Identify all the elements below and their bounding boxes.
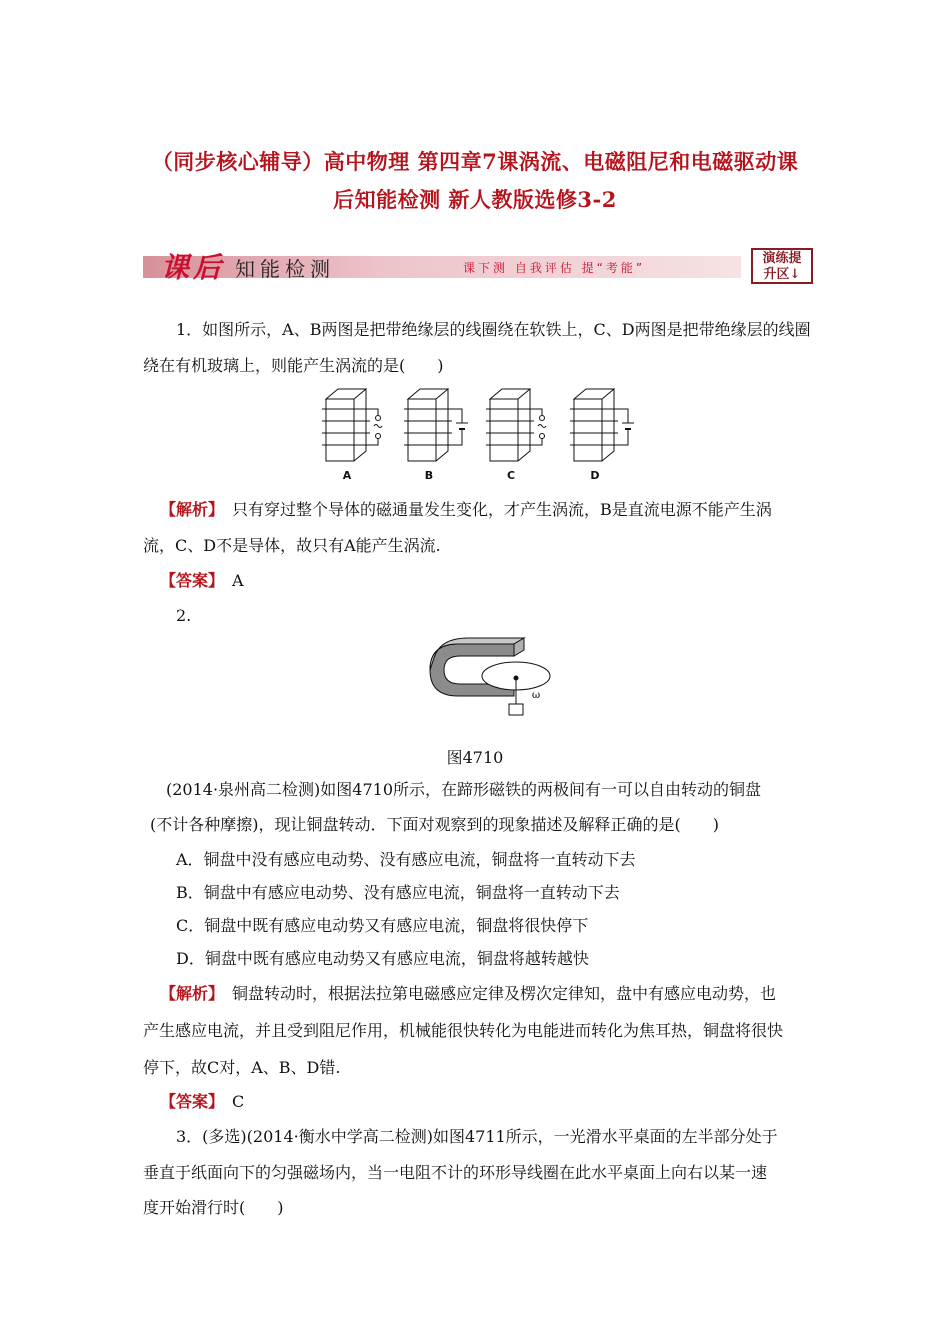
q1-coil-figure	[318, 385, 638, 485]
q1-stem-line1: 1．如图所示，A、B两图是把带绝缘层的线圈绕在软铁上，C、D两图是把带绝缘层的线圈	[176, 320, 811, 339]
banner-strip	[143, 256, 741, 278]
q1-analysis-tag: 【解析】	[160, 500, 217, 519]
q1-answer-tag: 【答案】	[160, 571, 217, 590]
q3-stem-line2: 垂直于纸面向下的匀强磁场内，当一电阻不计的环形导线圈在此水平桌面上向右以某一速	[143, 1163, 768, 1182]
q2-analysis-text1: 铜盘转动时，根据法拉第电磁感应定律及楞次定律知，盘中有感应电动势，也	[232, 984, 777, 1003]
badge-line1: 演练提	[762, 251, 802, 266]
banner-badge	[751, 248, 813, 284]
q3-stem-line3: 度开始滑行时( )	[143, 1198, 284, 1217]
badge-line2: 升区↓	[763, 267, 801, 282]
q2-analysis-line3: 停下，故C对，A、B、D错.	[143, 1058, 341, 1077]
q2-answer-value: C	[232, 1092, 245, 1111]
section-banner	[143, 248, 813, 286]
coil-label-b: B	[424, 469, 434, 482]
q1-answer	[160, 571, 828, 591]
q2-answer-tag: 【答案】	[160, 1092, 217, 1111]
coil-label-a: A	[342, 469, 352, 482]
coil-a	[322, 389, 382, 461]
q2-analysis-tag: 【解析】	[160, 984, 217, 1003]
q2-figure-caption: 图4710	[446, 748, 504, 767]
q2-option-a: A．铜盘中没有感应电动势、没有感应电流，铜盘将一直转动下去	[176, 850, 636, 869]
q1-analysis-line1	[160, 500, 828, 520]
q1-analysis-line2: 流，C、D不是导体，故只有A能产生涡流.	[143, 536, 441, 555]
omega-label: ω	[532, 690, 541, 701]
q2-magnet-figure	[428, 634, 556, 722]
q3-stem-line1: 3．(多选)(2014·衡水中学高二检测)如图4711所示，一光滑水平桌面的左半部分处于	[176, 1127, 778, 1146]
q2-analysis-line2: 产生感应电流，并且受到阻尼作用，机械能很快转化为电能进而转化为焦耳热，铜盘将很快	[143, 1021, 784, 1040]
document-title-line1: （同步核心辅导）高中物理 第四章7课涡流、电磁阻尼和电磁驱动课	[151, 149, 799, 174]
banner-big-text: 课后	[161, 251, 226, 284]
q2-option-c: C．铜盘中既有感应电动势又有感应电流，铜盘将很快停下	[176, 916, 589, 935]
coil-d	[570, 389, 634, 461]
q2-answer	[160, 1092, 828, 1112]
coil-label-d: D	[590, 469, 600, 482]
banner-motto: 课下测 自我评估 提“考能”	[463, 261, 646, 275]
coil-c	[486, 389, 546, 461]
q2-stem-line1: (2014·泉州高二检测)如图4710所示，在蹄形磁铁的两极间有一可以自由转动的铜盘	[166, 780, 762, 799]
q1-stem-line2: 绕在有机玻璃上，则能产生涡流的是( )	[143, 356, 444, 375]
q2-number: 2.	[176, 606, 192, 625]
q1-answer-value: A	[232, 571, 244, 590]
document-title-line2: 后知能检测 新人教版选修3-2	[333, 187, 617, 212]
q2-stem-line2: (不计各种摩擦)，现让铜盘转动．下面对观察到的现象描述及解释正确的是( )	[150, 815, 719, 834]
banner-small-text: 知能检测	[235, 257, 335, 281]
coil-label-c: C	[506, 469, 516, 482]
q2-option-d: D．铜盘中既有感应电动势又有感应电流，铜盘将越转越快	[176, 949, 589, 968]
coil-b	[404, 389, 468, 461]
q2-analysis-line1	[160, 984, 828, 1004]
q2-option-b: B．铜盘中有感应电动势、没有感应电流，铜盘将一直转动下去	[176, 883, 620, 902]
q1-analysis-text1: 只有穿过整个导体的磁通量发生变化，才产生涡流，B是直流电源不能产生涡	[232, 500, 772, 519]
